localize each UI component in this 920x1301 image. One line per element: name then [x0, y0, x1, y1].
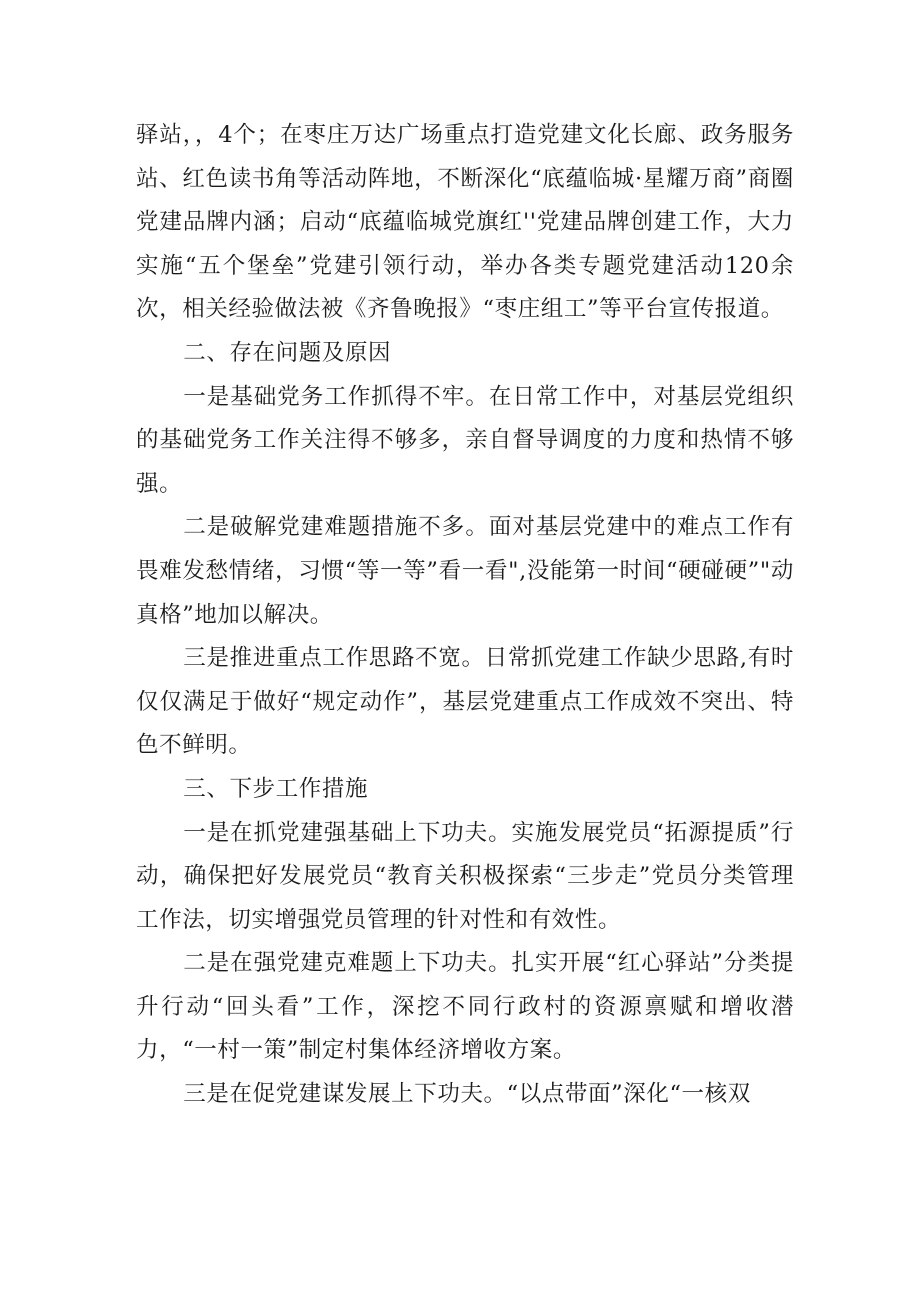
paragraph-1: 驿站，，4个；在枣庄万达广场重点打造党建文化长廊、政务服务站、红色读书角等活动阵地，不断深化“底蕴临城·星耀万商”商圈党建品牌内涵；启动“底蕴临城党旗红''党建品牌创建工作，大力实施“五个堡垒”党建引领行动，举办各类专题党建活动120余次，相关经验做法被《齐鲁晚报》“枣庄组工”等平台宣传报道。	[136, 122, 794, 323]
paragraph-problem-3: 三是推进重点工作思路不宽。日常抓党建工作缺少思路,有时仅仅满足于做好“规定动作”，基层党建重点工作成效不突出、特色不鲜明。	[136, 645, 794, 759]
section-heading-problems: 二、存在问题及原因	[183, 339, 392, 366]
section-heading-measures: 三、下步工作措施	[183, 775, 369, 802]
document-body	[136, 114, 794, 1117]
paragraph-measure-2: 二是在强党建克难题上下功夫。扎实开展“红心驿站”分类提升行动“回头看”工作，深挖不同行政村的资源禀赋和增收潜力，“一村一策”制定村集体经济增收方案。	[136, 950, 794, 1064]
paragraph-measure-1: 一是在抓党建强基础上下功夫。实施发展党员“拓源提质”行动，确保把好发展党员“教育关积极探索“三步走”党员分类管理工作法，切实增强党员管理的针对性和有效性。	[136, 819, 794, 933]
paragraph-problem-2: 二是破解党建难题措施不多。面对基层党建中的难点工作有畏难发愁情绪，习惯“等一等”看一看",没能第一时间“硬碰硬”"动真格”地加以解决。	[136, 514, 794, 628]
paragraph-problem-1: 一是基础党务工作抓得不牢。在日常工作中，对基层党组织的基础党务工作关注得不够多，亲自督导调度的力度和热情不够强。	[136, 383, 794, 497]
paragraph-measure-3: 三是在促党建谋发展上下功夫。“以点带面”深化“一核双	[183, 1081, 751, 1108]
